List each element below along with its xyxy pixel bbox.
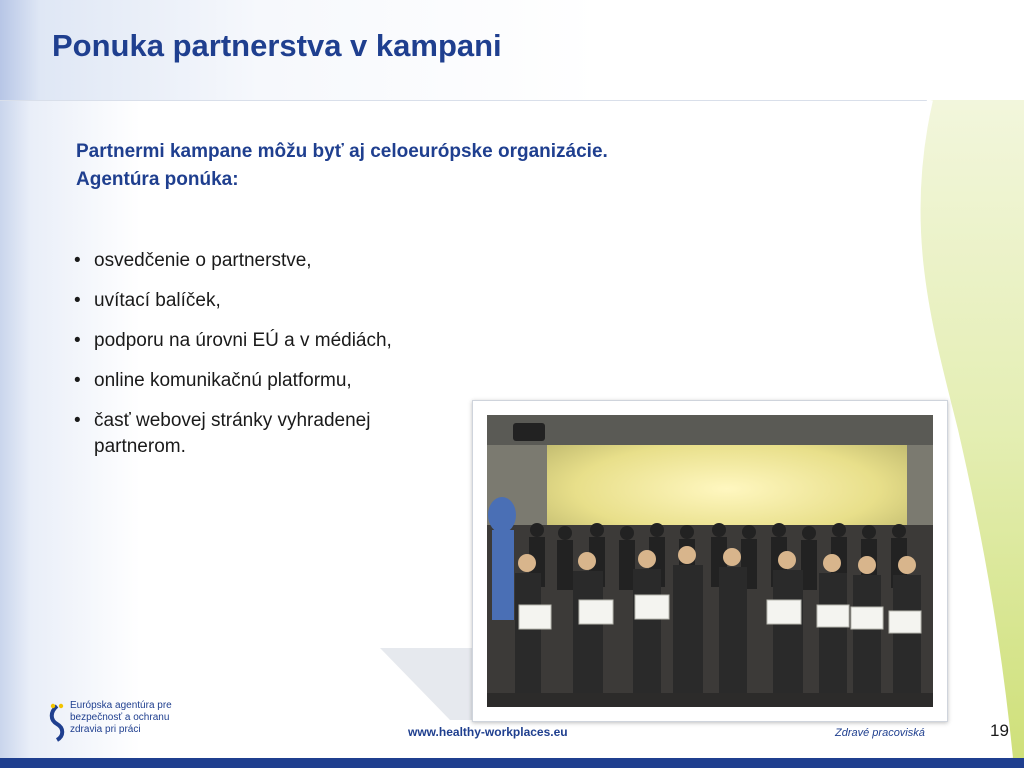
intro-line-1: Partnermi kampane môžu byť aj celoeurópske organizácie. — [76, 141, 608, 162]
offer-item: • online komunikačnú platformu, — [72, 368, 472, 394]
agency-logo — [46, 700, 176, 746]
eu-osha-logo-icon — [46, 702, 68, 742]
photo-frame — [472, 400, 948, 722]
offer-item: • podporu na úrovni EÚ a v médiách, — [72, 328, 472, 354]
intro-text — [76, 138, 836, 194]
offer-item: • časť webovej stránky vyhradenej partnerom. — [72, 408, 464, 460]
photo-illustration — [487, 415, 933, 707]
intro-line-2: Agentúra ponúka: — [76, 169, 239, 190]
agency-name: Európska agentúra pre bezpečnosť a ochranu zdravia pri práci — [70, 700, 172, 735]
slide-title: Ponuka partnerstva v kampani — [52, 28, 502, 63]
award-ceremony-photo — [487, 415, 933, 707]
campaign-name: Zdravé pracoviská — [835, 727, 925, 739]
offer-item: • osvedčenie o partnerstve, — [72, 248, 472, 274]
campaign-url-link[interactable]: www.healthy-workplaces.eu — [408, 725, 568, 739]
page-number: 19 — [990, 721, 1009, 740]
footer-bar — [0, 758, 1024, 768]
offer-list — [72, 248, 472, 474]
offer-item: • uvítací balíček, — [72, 288, 472, 314]
